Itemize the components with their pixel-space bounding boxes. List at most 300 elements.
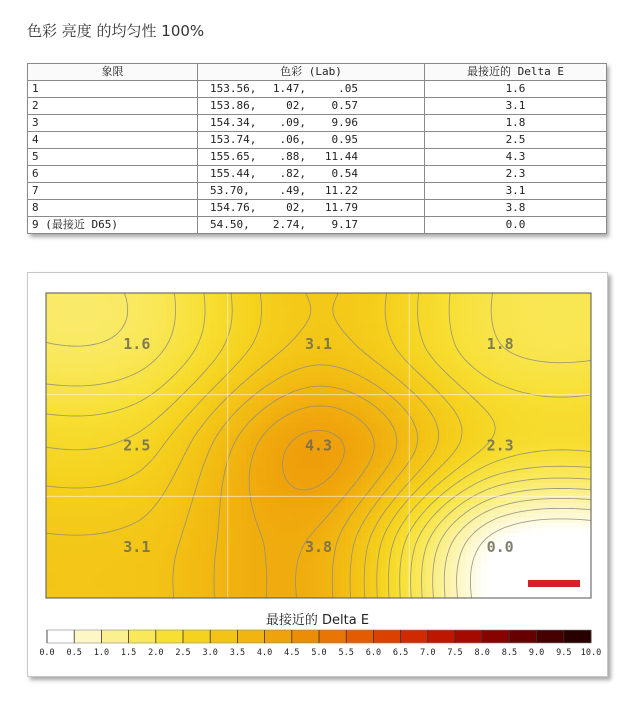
heatmap-cell [271, 503, 277, 509]
heatmap-cell [111, 323, 117, 329]
heatmap-cell [201, 403, 207, 409]
heatmap-cell [331, 483, 337, 489]
heatmap-cell [356, 483, 362, 489]
heatmap-cell [546, 348, 552, 354]
heatmap-cell [546, 363, 552, 369]
heatmap-cell [191, 463, 197, 469]
heatmap-cell [231, 343, 237, 349]
heatmap-cell [281, 488, 287, 494]
heatmap-cell [181, 303, 187, 309]
heatmap-cell [241, 393, 247, 399]
heatmap-cell [296, 398, 302, 404]
heatmap-cell [566, 403, 572, 409]
heatmap-cell [151, 408, 157, 414]
heatmap-cell [71, 493, 77, 499]
heatmap-cell [531, 398, 537, 404]
heatmap-cell [231, 503, 237, 509]
heatmap-cell [581, 483, 587, 489]
heatmap-cell [406, 373, 412, 379]
heatmap-cell [276, 298, 282, 304]
heatmap-cell [451, 368, 457, 374]
heatmap-cell [141, 413, 147, 419]
heatmap-cell [401, 478, 407, 484]
heatmap-cell [131, 328, 137, 334]
heatmap-cell [266, 463, 272, 469]
heatmap-cell [76, 308, 82, 314]
heatmap-cell [251, 363, 257, 369]
heatmap-cell [221, 443, 227, 449]
heatmap-cell [351, 343, 357, 349]
heatmap-cell [566, 368, 572, 374]
heatmap-cell [371, 413, 377, 419]
heatmap-cell [391, 368, 397, 374]
heatmap-cell [321, 493, 327, 499]
heatmap-cell [226, 398, 232, 404]
heatmap-cell [51, 293, 57, 299]
heatmap-cell [96, 423, 102, 429]
heatmap-cell [336, 493, 342, 499]
heatmap-cell [46, 363, 52, 369]
heatmap-cell [366, 308, 372, 314]
table-row [28, 200, 607, 217]
heatmap-cell [491, 393, 497, 399]
heatmap-cell [101, 308, 107, 314]
heatmap-cell [186, 498, 192, 504]
heatmap-cell [576, 293, 582, 299]
heatmap-cell [531, 298, 537, 304]
heatmap-cell [311, 408, 317, 414]
heatmap-cell [561, 443, 567, 449]
heatmap-cell [56, 403, 62, 409]
heatmap-cell [561, 448, 567, 454]
heatmap-cell [211, 368, 217, 374]
heatmap-cell [531, 403, 537, 409]
heatmap-cell [111, 373, 117, 379]
heatmap-cell [521, 308, 527, 314]
heatmap-cell [391, 508, 397, 514]
heatmap-cell [436, 313, 442, 319]
heatmap-cell [536, 463, 542, 469]
heatmap-cell [251, 488, 257, 494]
heatmap-cell [546, 443, 552, 449]
heatmap-cell [136, 513, 142, 519]
heatmap-cell [441, 363, 447, 369]
heatmap-cell [86, 363, 92, 369]
heatmap-cell [86, 428, 92, 434]
heatmap-cell [236, 483, 242, 489]
heatmap-cell [166, 448, 172, 454]
heatmap-cell [66, 398, 72, 404]
heatmap-cell [531, 473, 537, 479]
heatmap-cell [396, 363, 402, 369]
heatmap-cell [421, 328, 427, 334]
heatmap-cell [341, 363, 347, 369]
heatmap-cell [116, 448, 122, 454]
heatmap-cell [281, 458, 287, 464]
heatmap-cell [306, 398, 312, 404]
heatmap-cell [231, 513, 237, 519]
heatmap-cell [171, 358, 177, 364]
heatmap-cell [91, 353, 97, 359]
heatmap-cell [56, 373, 62, 379]
heatmap-cell [511, 363, 517, 369]
heatmap-cell [431, 338, 437, 344]
heatmap-cell [401, 298, 407, 304]
heatmap-cell [431, 303, 437, 309]
heatmap-cell [321, 398, 327, 404]
heatmap-cell [81, 478, 87, 484]
heatmap-cell [371, 333, 377, 339]
heatmap-cell [296, 438, 302, 444]
heatmap-cell [361, 448, 367, 454]
heatmap-cell [391, 363, 397, 369]
heatmap-cell [46, 323, 52, 329]
heatmap-cell [141, 328, 147, 334]
heatmap-cell [506, 423, 512, 429]
heatmap-cell [211, 403, 217, 409]
heatmap-cell [326, 483, 332, 489]
heatmap-cell [406, 333, 412, 339]
heatmap-cell [96, 313, 102, 319]
heatmap-cell [531, 308, 537, 314]
heatmap-cell [101, 293, 107, 299]
heatmap-cell [431, 298, 437, 304]
heatmap-cell [456, 303, 462, 309]
heatmap-cell [451, 458, 457, 464]
heatmap-cell [466, 318, 472, 324]
heatmap-cell [286, 323, 292, 329]
heatmap-cell [431, 458, 437, 464]
heatmap-cell [426, 463, 432, 469]
heatmap-cell [261, 398, 267, 404]
heatmap-cell [426, 478, 432, 484]
heatmap-cell [471, 418, 477, 424]
heatmap-cell [396, 333, 402, 339]
table-row [28, 183, 607, 200]
heatmap-cell [421, 363, 427, 369]
heatmap-cell [91, 333, 97, 339]
heatmap-cell [331, 353, 337, 359]
heatmap-cell [166, 328, 172, 334]
heatmap-cell [261, 353, 267, 359]
heatmap-cell [521, 383, 527, 389]
heatmap-cell [186, 303, 192, 309]
heatmap-cell [566, 323, 572, 329]
heatmap-cell [131, 318, 137, 324]
heatmap-cell [541, 503, 547, 509]
heatmap-cell [476, 363, 482, 369]
heatmap-cell [266, 333, 272, 339]
heatmap-cell [101, 363, 107, 369]
heatmap-cell [486, 323, 492, 329]
heatmap-cell [286, 503, 292, 509]
heatmap-cell [206, 293, 212, 299]
heatmap-cell [561, 458, 567, 464]
heatmap-cell [561, 398, 567, 404]
heatmap-cell [126, 488, 132, 494]
heatmap-cell [86, 518, 92, 524]
heatmap-cell [81, 393, 87, 399]
heatmap-cell [456, 313, 462, 319]
heatmap-cell [61, 318, 67, 324]
heatmap-cell [126, 408, 132, 414]
heatmap-cell [566, 378, 572, 384]
heatmap-cell [126, 428, 132, 434]
heatmap-cell [471, 438, 477, 444]
heatmap-cell [291, 348, 297, 354]
heatmap-cell [566, 388, 572, 394]
heatmap-cell [71, 488, 77, 494]
heatmap-cell [576, 383, 582, 389]
heatmap-cell [586, 408, 591, 414]
heatmap-cell [46, 318, 52, 324]
heatmap-cell [66, 318, 72, 324]
heatmap-cell [236, 358, 242, 364]
heatmap-cell [326, 393, 332, 399]
heatmap-cell [391, 328, 397, 334]
heatmap-cell [426, 308, 432, 314]
heatmap-cell [56, 333, 62, 339]
heatmap-cell [446, 293, 452, 299]
heatmap-cell [216, 463, 222, 469]
heatmap-cell [96, 418, 102, 424]
heatmap-cell [216, 368, 222, 374]
heatmap-cell [251, 368, 257, 374]
heatmap-cell [261, 458, 267, 464]
heatmap-cell [581, 338, 587, 344]
heatmap-cell [86, 393, 92, 399]
heatmap-cell [276, 413, 282, 419]
heatmap-cell [156, 348, 162, 354]
heatmap-cell [106, 448, 112, 454]
heatmap-cell [491, 513, 497, 519]
heatmap-cell [226, 348, 232, 354]
heatmap-cell [551, 303, 557, 309]
heatmap-cell [281, 358, 287, 364]
heatmap-cell [76, 378, 82, 384]
heatmap-cell [166, 443, 172, 449]
heatmap-cell [576, 443, 582, 449]
heatmap-cell [51, 483, 57, 489]
heatmap-cell [576, 378, 582, 384]
heatmap-cell [156, 438, 162, 444]
heatmap-cell [571, 438, 577, 444]
heatmap-cell [586, 353, 591, 359]
heatmap-cell [81, 488, 87, 494]
heatmap-cell [546, 428, 552, 434]
heatmap-cell [381, 323, 387, 329]
heatmap-cell [301, 458, 307, 464]
heatmap-cell [531, 313, 537, 319]
heatmap-cell [141, 323, 147, 329]
heatmap-cell [336, 333, 342, 339]
heatmap-cell [376, 323, 382, 329]
heatmap-cell [111, 368, 117, 374]
heatmap-cell [301, 373, 307, 379]
heatmap-cell [521, 413, 527, 419]
heatmap-cell [321, 488, 327, 494]
heatmap-cell [406, 298, 412, 304]
heatmap-cell [441, 338, 447, 344]
heatmap-cell [156, 298, 162, 304]
heatmap-cell [466, 313, 472, 319]
heatmap-cell [106, 363, 112, 369]
heatmap-cell [356, 363, 362, 369]
heatmap-cell [531, 503, 537, 509]
heatmap-cell [221, 313, 227, 319]
heatmap-cell [561, 293, 567, 299]
heatmap-cell [296, 453, 302, 459]
heatmap-cell [376, 333, 382, 339]
heatmap-cell [61, 423, 67, 429]
heatmap-cell [421, 413, 427, 419]
heatmap-cell [206, 463, 212, 469]
heatmap-cell [241, 468, 247, 474]
page-title: 色彩 亮度 的均匀性 100% [27, 22, 205, 40]
heatmap-cell [131, 398, 137, 404]
heatmap-cell [106, 403, 112, 409]
heatmap-cell [281, 463, 287, 469]
heatmap-cell [446, 353, 452, 359]
heatmap-cell [106, 333, 112, 339]
heatmap-cell [246, 368, 252, 374]
heatmap-cell [436, 513, 442, 519]
heatmap-cell [401, 368, 407, 374]
heatmap-cell [231, 418, 237, 424]
heatmap-cell [541, 493, 547, 499]
heatmap-cell [296, 508, 302, 514]
heatmap-cell [191, 418, 197, 424]
heatmap-cell [536, 428, 542, 434]
heatmap-cell [101, 448, 107, 454]
heatmap-cell [336, 428, 342, 434]
heatmap-cell [196, 293, 202, 299]
heatmap-cell [166, 353, 172, 359]
heatmap-cell [256, 498, 262, 504]
heatmap-cell [256, 513, 262, 519]
heatmap-cell [81, 468, 87, 474]
heatmap-cell [236, 493, 242, 499]
heatmap-cell [451, 438, 457, 444]
heatmap-cell [321, 368, 327, 374]
heatmap-cell [56, 388, 62, 394]
heatmap-cell [496, 418, 502, 424]
heatmap-cell [61, 463, 67, 469]
heatmap-cell [71, 348, 77, 354]
heatmap-cell [71, 323, 77, 329]
heatmap-cell [116, 428, 122, 434]
heatmap-cell [396, 453, 402, 459]
heatmap-cell [231, 323, 237, 329]
heatmap-cell [436, 403, 442, 409]
heatmap-cell [186, 363, 192, 369]
heatmap-cell [416, 343, 422, 349]
heatmap-cell [256, 463, 262, 469]
heatmap-cell [76, 318, 82, 324]
heatmap-cell [161, 333, 167, 339]
heatmap-cell [436, 338, 442, 344]
heatmap-cell [566, 503, 572, 509]
heatmap-cell [546, 318, 552, 324]
heatmap-cell [351, 463, 357, 469]
heatmap-cell [501, 418, 507, 424]
heatmap-cell [176, 373, 182, 379]
heatmap-cell [111, 308, 117, 314]
heatmap-cell [491, 388, 497, 394]
heatmap-cell [511, 293, 517, 299]
heatmap-cell [556, 403, 562, 409]
heatmap-cell [426, 493, 432, 499]
heatmap-cell [331, 358, 337, 364]
heatmap-cell [46, 378, 52, 384]
heatmap-cell [471, 408, 477, 414]
heatmap-cell [76, 323, 82, 329]
heatmap-cell [481, 298, 487, 304]
heatmap-cell [501, 313, 507, 319]
heatmap-cell [111, 393, 117, 399]
heatmap-cell [316, 328, 322, 334]
heatmap-cell [446, 378, 452, 384]
heatmap-cell [156, 323, 162, 329]
heatmap-cell [221, 378, 227, 384]
heatmap-cell [251, 473, 257, 479]
heatmap-cell [291, 493, 297, 499]
heatmap-cell [476, 438, 482, 444]
heatmap-cell [461, 478, 467, 484]
heatmap-cell [356, 423, 362, 429]
heatmap-cell [261, 513, 267, 519]
heatmap-cell [266, 448, 272, 454]
heatmap-cell [46, 493, 52, 499]
heatmap-cell [411, 358, 417, 364]
heatmap-cell [86, 298, 92, 304]
heatmap-cell [276, 313, 282, 319]
heatmap-cell [151, 378, 157, 384]
heatmap-cell [76, 348, 82, 354]
heatmap-cell [556, 493, 562, 499]
heatmap-cell [66, 358, 72, 364]
heatmap-cell [536, 383, 542, 389]
heatmap-cell [381, 433, 387, 439]
heatmap-cell [241, 493, 247, 499]
heatmap-cell [171, 493, 177, 499]
heatmap-cell [136, 383, 142, 389]
heatmap-cell [221, 383, 227, 389]
heatmap-cell [231, 353, 237, 359]
heatmap-cell [321, 328, 327, 334]
heatmap-cell [141, 498, 147, 504]
heatmap-cell [151, 308, 157, 314]
heatmap-cell [416, 418, 422, 424]
heatmap-cell [506, 418, 512, 424]
heatmap-cell [436, 293, 442, 299]
heatmap-cell [91, 443, 97, 449]
heatmap-cell [276, 383, 282, 389]
heatmap-cell [561, 368, 567, 374]
heatmap-cell [146, 503, 152, 509]
heatmap-cell [511, 308, 517, 314]
heatmap-cell [81, 498, 87, 504]
heatmap-cell [361, 403, 367, 409]
heatmap-cell [96, 373, 102, 379]
heatmap-cell [291, 298, 297, 304]
heatmap-cell [291, 293, 297, 299]
heatmap-cell [111, 353, 117, 359]
heatmap-cell [161, 503, 167, 509]
heatmap-cell [501, 303, 507, 309]
heatmap-cell [581, 493, 587, 499]
heatmap-cell [361, 388, 367, 394]
